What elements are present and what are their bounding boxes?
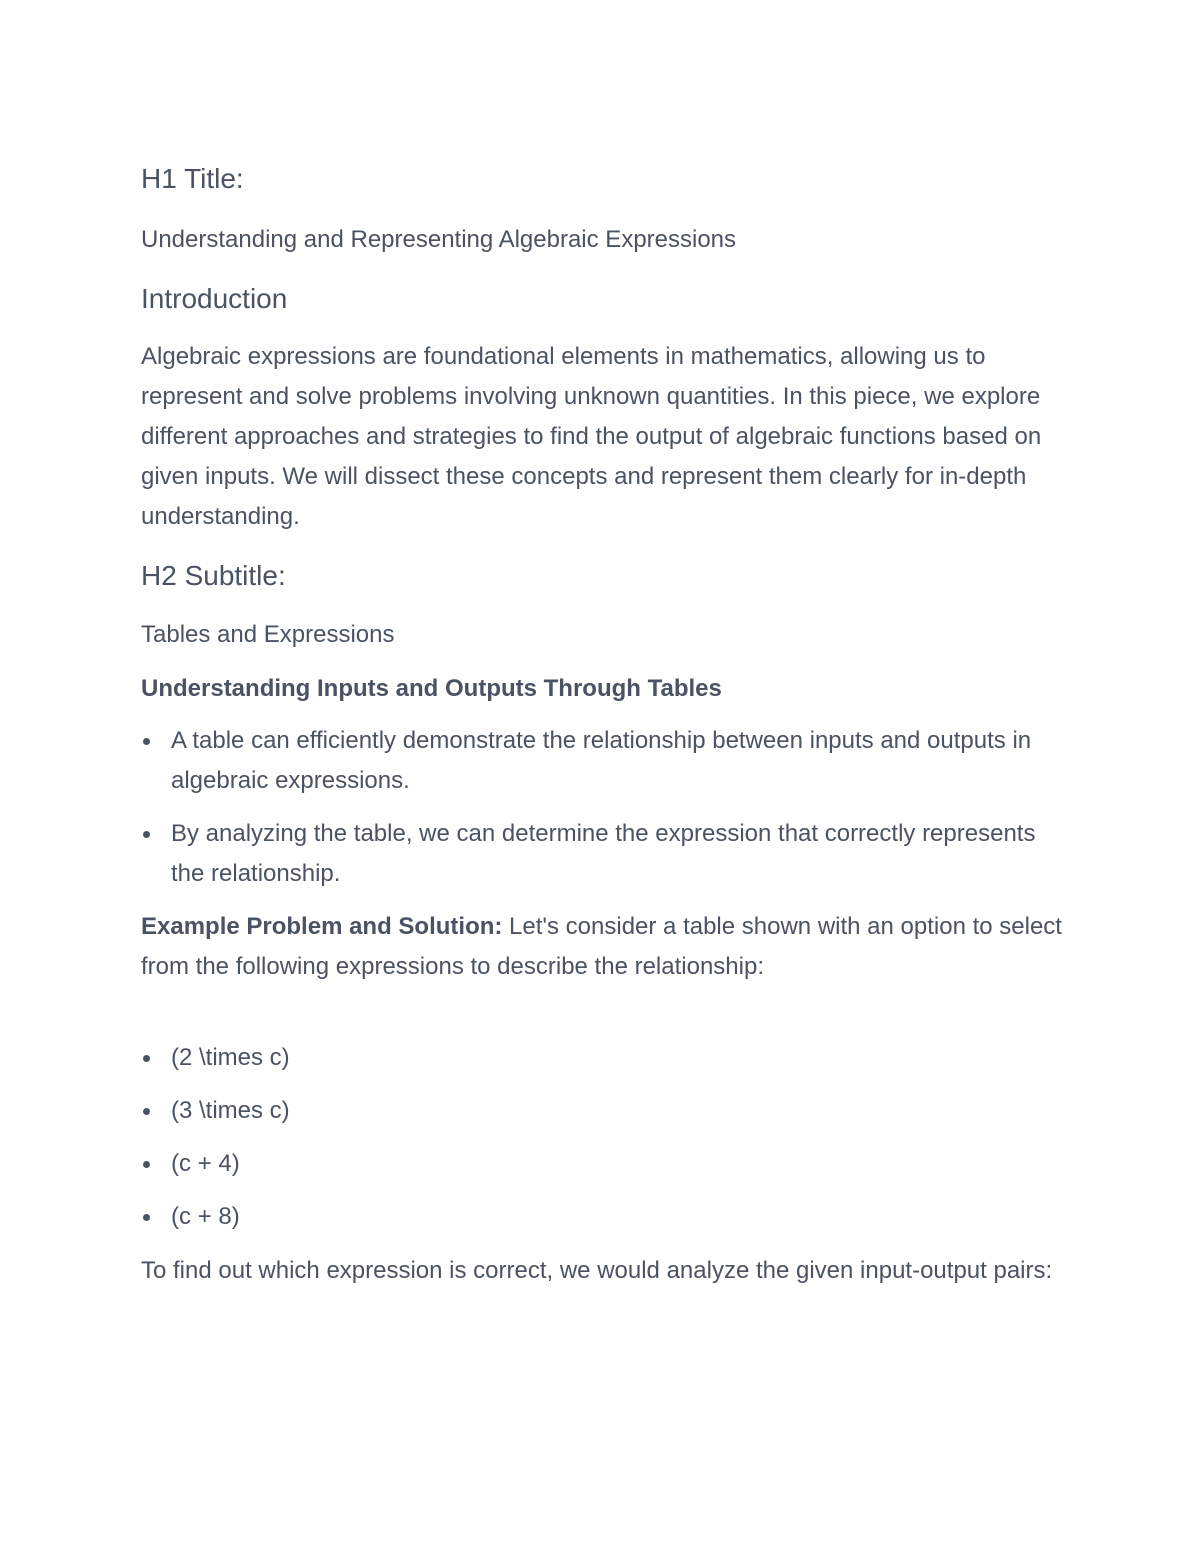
option-text: (c + 4) (171, 1150, 240, 1177)
bullet-icon (143, 831, 150, 838)
option-text: (c + 8) (171, 1203, 240, 1230)
bullet-icon (143, 738, 150, 745)
section-bullet-list (141, 721, 1071, 894)
expression-options-list (141, 1038, 1071, 1237)
option-text: (3 \times c) (171, 1097, 290, 1124)
example-label: Example Problem and Solution: (141, 913, 503, 940)
list-item-text: A table can efficiently demonstrate the relationship between inputs and outputs in algebraic expressions. (171, 727, 1032, 794)
bullet-icon (143, 1108, 150, 1115)
list-item (141, 1038, 1071, 1078)
list-item-text: By analyzing the table, we can determine the expression that correctly represents the relationship. (171, 820, 1036, 887)
list-item (141, 1197, 1071, 1237)
list-item (141, 1144, 1071, 1184)
closing-paragraph: To find out which expression is correct, we would analyze the given input-output pairs: (141, 1257, 1053, 1284)
list-item (141, 1091, 1071, 1131)
list-item (141, 721, 1071, 801)
example-paragraph (141, 907, 1071, 987)
h2-heading: H2 Subtitle: (141, 560, 286, 591)
option-text: (2 \times c) (171, 1044, 290, 1071)
h1-heading: H1 Title: (141, 163, 244, 194)
h2-subtitle-text: Tables and Expressions (141, 621, 395, 648)
list-item (141, 814, 1071, 894)
h1-title-text: Understanding and Representing Algebraic Expressions (141, 226, 737, 253)
bullet-icon (143, 1161, 150, 1168)
section-heading: Understanding Inputs and Outputs Through Tables (141, 675, 722, 702)
bullet-icon (143, 1055, 150, 1062)
introduction-paragraph: Algebraic expressions are foundational elements in mathematics, allowing us to represent and solve problems involving unknown quantities. In this piece, we explore different approaches and strategies to find the output of algebraic functions based on given inputs. We will dissect these concepts and represent them clearly for in-depth understanding. (141, 343, 1042, 530)
bullet-icon (143, 1214, 150, 1221)
example-text: Let's consider a table shown with an option to select from the following expressions to describe the relationship: (141, 913, 1062, 980)
introduction-heading: Introduction (141, 283, 288, 314)
